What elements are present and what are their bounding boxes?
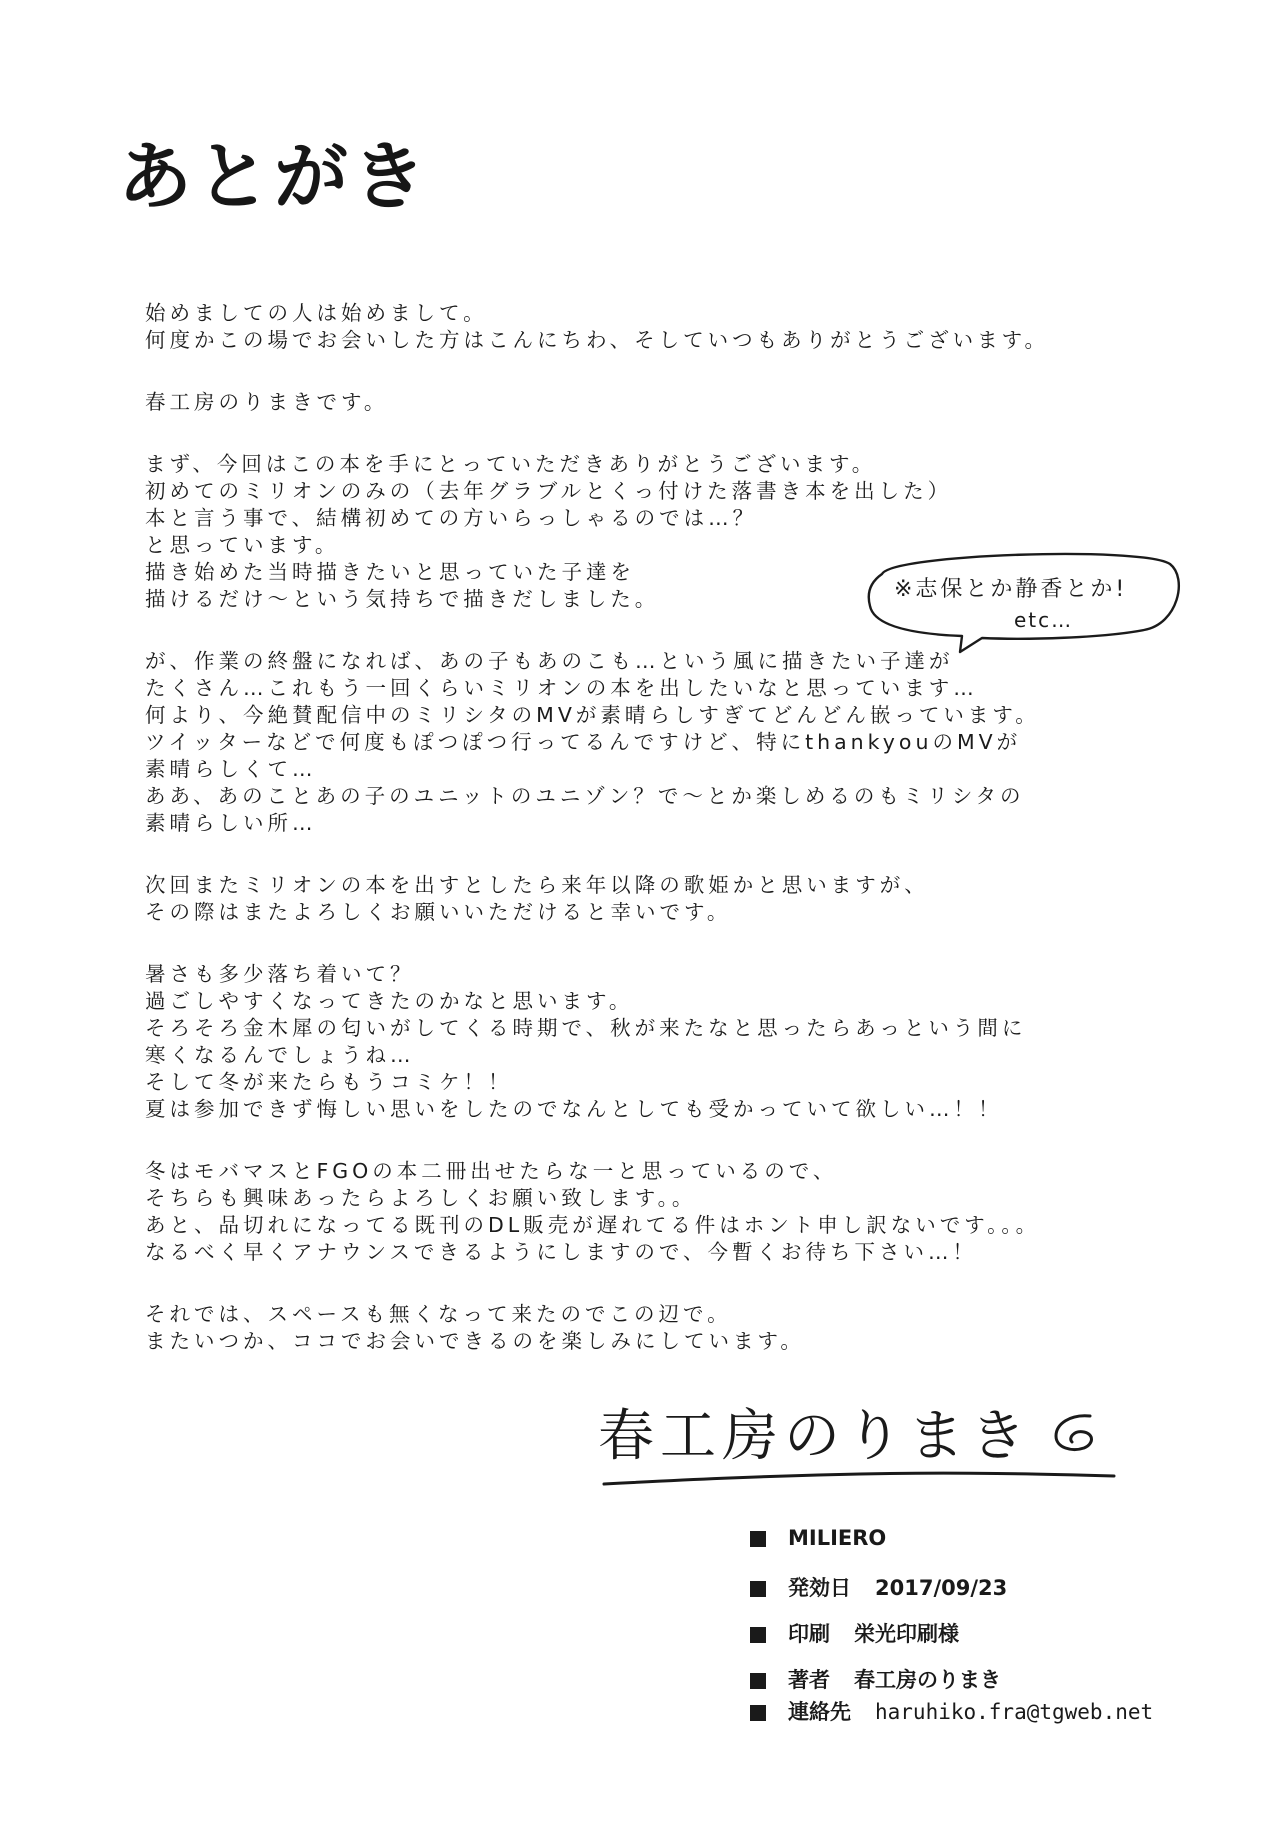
text-line: ああ、あのことあの子のユニットのユニゾン？で～とか楽しめるのもミリシタの [145, 784, 1025, 808]
text-line: そろそろ金木犀の匂いがしてくる時期で、秋が来たなと思ったらあっという間に [145, 1016, 1027, 1040]
date-value: 2017/09/23 [875, 1576, 1008, 1600]
print-label: 印刷 [788, 1622, 830, 1646]
circle-name: MILIERO [788, 1526, 887, 1550]
paragraph [145, 961, 1165, 1123]
author-value: 春工房のりまき [854, 1668, 1001, 1692]
text-line: まず、今回はこの本を手にとっていただきありがとうございます。 [145, 452, 877, 476]
author-label: 著者 [788, 1668, 830, 1692]
paragraph [145, 1301, 1165, 1355]
text-line: なるべく早くアナウンスできるようにしますので、今暫くお待ち下さい…！ [145, 1240, 977, 1264]
bullet-square-icon [750, 1705, 766, 1721]
paragraph [145, 872, 1165, 926]
text-line: 描き始めた当時描きたいと思っていた子達を [145, 560, 635, 584]
colophon-row-circle [750, 1526, 1153, 1556]
bubble-note-line-2: etc… [1014, 608, 1074, 632]
text-line: 本と言う事で、結構初めての方いらっしゃるのでは…？ [145, 506, 758, 530]
date-label: 発効日 [788, 1576, 851, 1600]
text-line: またいつか、ココでお会いできるのを楽しみにしています。 [145, 1329, 805, 1353]
speech-bubble [852, 546, 1182, 654]
afterword-body [145, 300, 1165, 1390]
text-line: 描けるだけ～という気持ちで描きだしました。 [145, 587, 660, 611]
colophon-row-contact [750, 1696, 1153, 1726]
bullet-square-icon [750, 1673, 766, 1689]
text-line: と思っています。 [145, 533, 340, 557]
text-line: そして冬が来たらもうコミケ！！ [145, 1070, 513, 1094]
text-line: 春工房のりまきです。 [145, 390, 389, 414]
bullet-square-icon [750, 1581, 766, 1597]
text-line: 暑さも多少落ち着いて？ [145, 962, 415, 986]
text-line: 夏は参加できず悔しい思いをしたのでなんとしても受かっていて欲しい…！！ [145, 1097, 1003, 1121]
text-line: 何度かこの場でお会いした方はこんにちわ、そしていつもありがとうございます。 [145, 328, 1050, 352]
text-line: 始めましての人は始めまして。 [145, 301, 488, 325]
text-line: 過ごしやすくなってきたのかなと思います。 [145, 989, 634, 1013]
page-title: あとがき [118, 134, 430, 220]
text-line: それでは、スペースも無くなって来たのでこの辺で。 [145, 1302, 732, 1326]
text-line: あと、品切れになってる既刊のDL販売が遅れてる件はホント申し訳ないです。。。 [145, 1213, 1041, 1237]
signature-flourish-icon [1050, 1410, 1100, 1456]
text-line: が、作業の終盤になれば、あの子もあのこも…という風に描きたい子達が [145, 649, 954, 673]
contact-label: 連絡先 [788, 1700, 851, 1724]
colophon-row-print [750, 1618, 1153, 1648]
paragraph [145, 300, 1165, 354]
signature-underline [600, 1462, 1120, 1492]
text-line: 冬はモバマスとFGOの本二冊出せたらな一と思っているので、 [145, 1159, 838, 1183]
signature: 春工房のりまき [598, 1404, 1032, 1469]
paragraph [145, 1158, 1165, 1266]
text-line: その際はまたよろしくお願いいただけると幸いです。 [145, 900, 732, 924]
text-line: 寒くなるんでしょうね… [145, 1043, 415, 1067]
paragraph [145, 648, 1165, 837]
text-line: 何より、今絶賛配信中のミリシタのMVが素晴らしすぎてどんどん嵌っています。 [145, 703, 1040, 727]
print-value: 栄光印刷様 [854, 1622, 959, 1646]
text-line: そちらも興味あったらよろしくお願い致します。。 [145, 1186, 697, 1210]
text-line: たくさん…これもう一回くらいミリオンの本を出したいなと思っています… [145, 676, 978, 700]
text-line: 次回またミリオンの本を出すとしたら来年以降の歌姫かと思いますが、 [145, 873, 929, 897]
bubble-note-line-1: ※志保とか静香とか! [894, 577, 1128, 602]
contact-value: haruhiko.fra@tgweb.net [875, 1700, 1154, 1724]
text-line: ツイッターなどで何度もぽつぽつ行ってるんですけど、特にthankyouのMVが [145, 730, 1022, 754]
text-line: 素晴らしい所… [145, 811, 317, 835]
text-line: 初めてのミリオンのみの（去年グラブルとくっ付けた落書き本を出した） [145, 479, 953, 503]
paragraph [145, 389, 1165, 416]
colophon [750, 1526, 1153, 1726]
colophon-row-date [750, 1572, 1153, 1602]
colophon-row-author [750, 1664, 1153, 1694]
text-line: 素晴らしくて… [145, 757, 317, 781]
bullet-square-icon [750, 1531, 766, 1547]
bullet-square-icon [750, 1627, 766, 1643]
